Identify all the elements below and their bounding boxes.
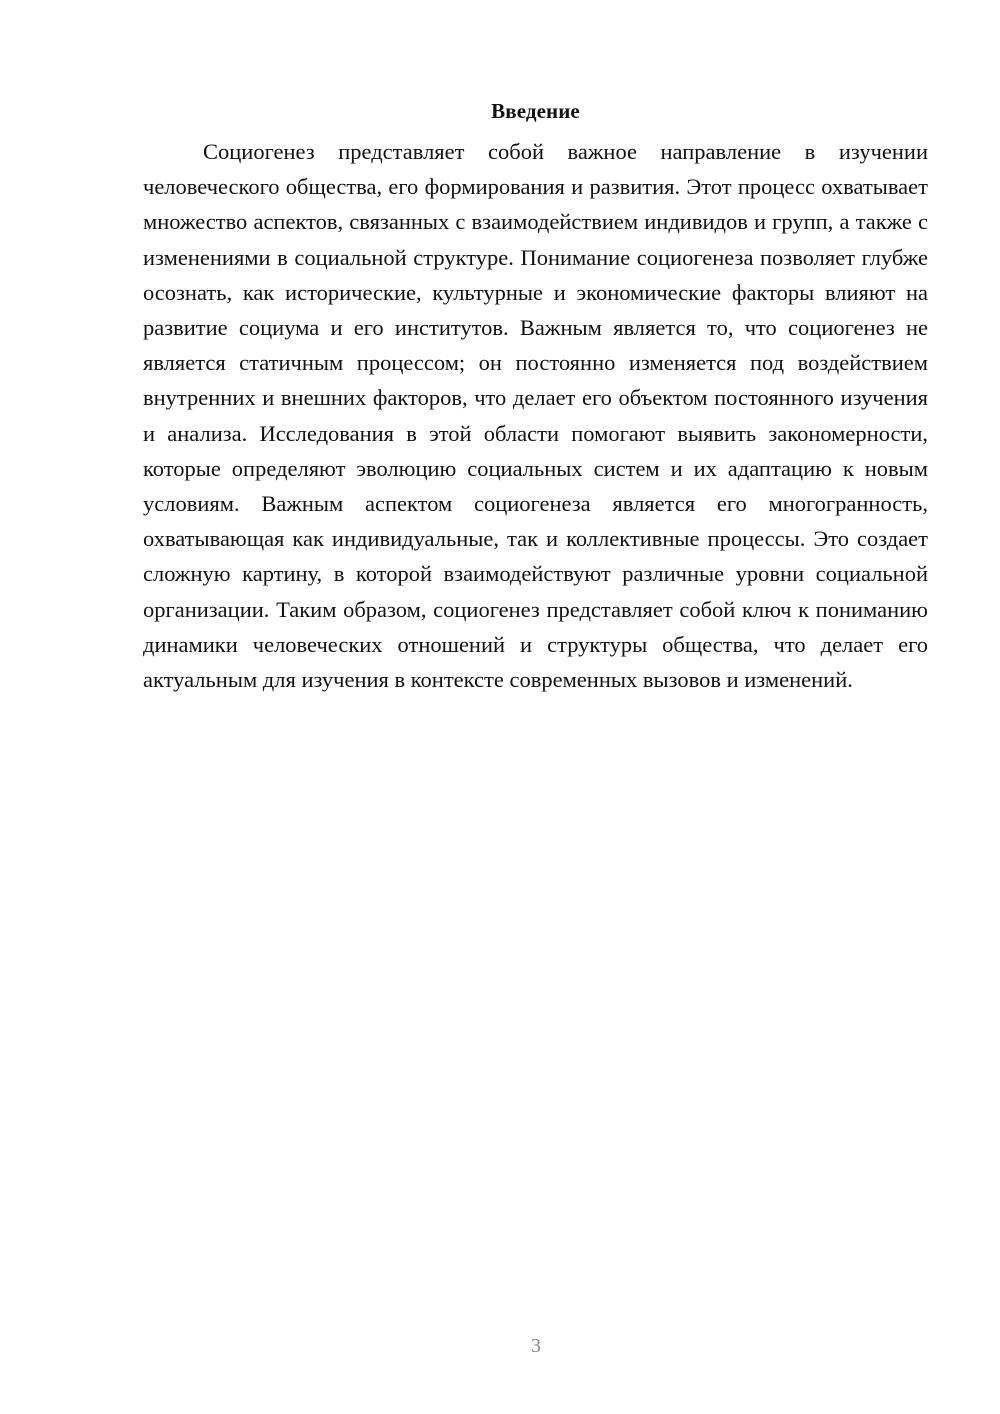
page-content xyxy=(143,96,928,697)
section-title: Введение xyxy=(491,99,580,123)
page-number: 3 xyxy=(531,1335,541,1357)
body-paragraph: Социогенез представляет собой важное направление в изучении человеческого общества, его формирования и развития. Этот процесс охватывает множество аспектов, связанных с взаимодействием индивидов и групп, а также с изменениями в социальной структуре. Понимание социогенеза позволяет глубже осознать, как исторические, культурные и экономические факторы влияют на развитие социума и его институтов. Важным является то, что социогенез не является статичным процессом; он постоянно изменяется под воздействием внутренних и внешних факторов, что делает его объектом постоянного изучения и анализа. Исследования в этой области помогают выявить закономерности, которые определяют эволюцию социальных систем и их адаптацию к новым условиям. Важным аспектом социогенеза является его многогранность, охватывающая как индивидуальные, так и коллективные процессы. Это создает сложную картину, в которой взаимодействуют различные уровни социальной организации. Таким образом, социогенез представляет собой ключ к пониманию динамики человеческих отношений и структуры общества, что делает его актуальным для изучения в контексте современных вызовов и изменений. xyxy=(143,139,928,693)
